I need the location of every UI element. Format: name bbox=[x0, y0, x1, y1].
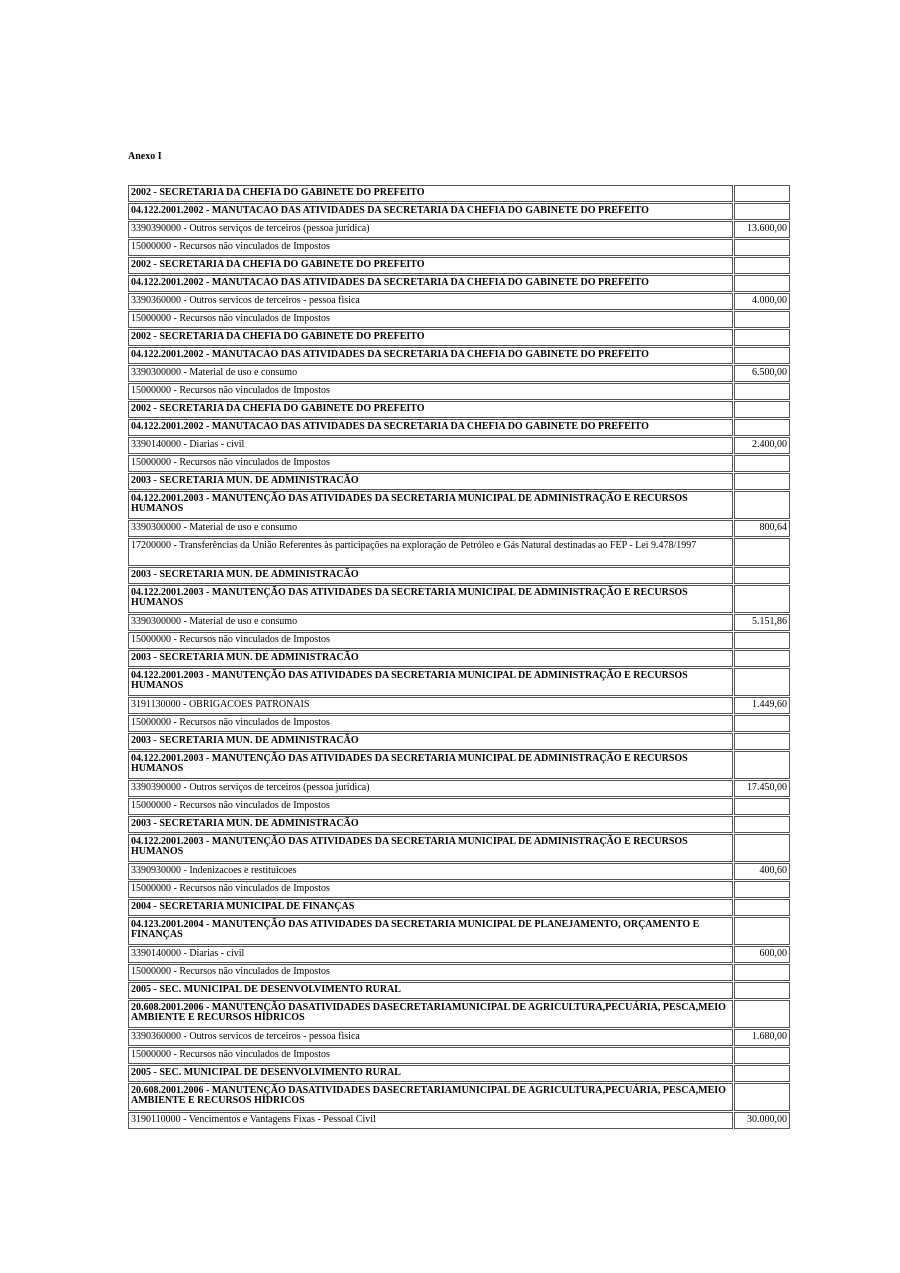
table-row bbox=[128, 751, 790, 779]
row-amount bbox=[734, 1083, 790, 1111]
table-row bbox=[128, 257, 790, 274]
row-description: 2005 - SEC. MUNICIPAL DE DESENVOLVIMENTO RURAL bbox=[128, 982, 733, 999]
row-amount bbox=[734, 964, 790, 981]
row-description: 04.122.2001.2003 - MANUTENÇÃO DAS ATIVIDADES DA SECRETARIA MUNICIPAL DE ADMINISTRAÇÃO E RECURSOS HUMANOS bbox=[128, 834, 733, 862]
row-amount: 800,64 bbox=[734, 520, 790, 537]
table-row bbox=[128, 538, 790, 566]
budget-table bbox=[127, 184, 791, 1130]
row-amount: 17.450,00 bbox=[734, 780, 790, 797]
table-row bbox=[128, 1065, 790, 1082]
row-description: 3191130000 - OBRIGACOES PATRONAIS bbox=[128, 697, 733, 714]
row-description: 04.123.2001.2004 - MANUTENÇÃO DAS ATIVIDADES DA SECRETARIA MUNICIPAL DE PLANEJAMENTO, ORÇAMENTO E FINANÇAS bbox=[128, 917, 733, 945]
row-amount bbox=[734, 1000, 790, 1028]
row-description: 3390390000 - Outros serviços de terceiros (pessoa jurídica) bbox=[128, 221, 733, 238]
row-amount: 30.000,00 bbox=[734, 1112, 790, 1129]
table-row bbox=[128, 203, 790, 220]
row-description: 20.608.2001.2006 - MANUTENÇÃO DASATIVIDADES DASECRETARIAMUNICIPAL DE AGRICULTURA,PECUÁRIA, PESCA,MEIO AMBIENTE E RECURSOS HÍDRICOS bbox=[128, 1083, 733, 1111]
row-amount bbox=[734, 899, 790, 916]
table-row bbox=[128, 293, 790, 310]
table-row bbox=[128, 347, 790, 364]
row-description: 3390360000 - Outros servicos de terceiros - pessoa fisica bbox=[128, 293, 733, 310]
row-amount bbox=[734, 1065, 790, 1082]
row-amount bbox=[734, 203, 790, 220]
budget-table-body bbox=[128, 185, 790, 1129]
row-amount: 1.680,00 bbox=[734, 1029, 790, 1046]
row-description: 3190110000 - Vencimentos e Vantagens Fixas - Pessoal Civil bbox=[128, 1112, 733, 1129]
row-amount bbox=[734, 401, 790, 418]
row-description: 2002 - SECRETARIA DA CHEFIA DO GABINETE DO PREFEITO bbox=[128, 185, 733, 202]
table-row bbox=[128, 1029, 790, 1046]
row-description: 04.122.2001.2002 - MANUTACAO DAS ATIVIDADES DA SECRETARIA DA CHEFIA DO GABINETE DO PREFEITO bbox=[128, 275, 733, 292]
table-row bbox=[128, 650, 790, 667]
table-row bbox=[128, 1083, 790, 1111]
table-row bbox=[128, 946, 790, 963]
table-row bbox=[128, 239, 790, 256]
row-amount bbox=[734, 650, 790, 667]
row-description: 17200000 - Transferências da União Referentes às participações na exploração de Petróleo e Gás Natural destinadas ao FEP - Lei 9.478/1997 bbox=[128, 538, 733, 566]
row-amount bbox=[734, 798, 790, 815]
row-amount bbox=[734, 491, 790, 519]
row-amount bbox=[734, 275, 790, 292]
row-amount bbox=[734, 917, 790, 945]
row-amount bbox=[734, 347, 790, 364]
row-amount bbox=[734, 473, 790, 490]
table-row bbox=[128, 221, 790, 238]
row-description: 04.122.2001.2002 - MANUTACAO DAS ATIVIDADES DA SECRETARIA DA CHEFIA DO GABINETE DO PREFEITO bbox=[128, 347, 733, 364]
row-description: 15000000 - Recursos não vinculados de Impostos bbox=[128, 632, 733, 649]
row-description: 2002 - SECRETARIA DA CHEFIA DO GABINETE DO PREFEITO bbox=[128, 401, 733, 418]
table-row bbox=[128, 982, 790, 999]
row-description: 15000000 - Recursos não vinculados de Impostos bbox=[128, 964, 733, 981]
table-row bbox=[128, 473, 790, 490]
table-row bbox=[128, 863, 790, 880]
table-row bbox=[128, 1000, 790, 1028]
table-row bbox=[128, 697, 790, 714]
row-amount bbox=[734, 1047, 790, 1064]
row-description: 2003 - SECRETARIA MUN. DE ADMINISTRACÃO bbox=[128, 733, 733, 750]
row-amount bbox=[734, 311, 790, 328]
row-amount bbox=[734, 383, 790, 400]
row-description: 2005 - SEC. MUNICIPAL DE DESENVOLVIMENTO RURAL bbox=[128, 1065, 733, 1082]
row-amount: 600,00 bbox=[734, 946, 790, 963]
row-description: 2003 - SECRETARIA MUN. DE ADMINISTRACÃO bbox=[128, 567, 733, 584]
row-amount bbox=[734, 455, 790, 472]
row-description: 15000000 - Recursos não vinculados de Impostos bbox=[128, 455, 733, 472]
table-row bbox=[128, 1112, 790, 1129]
table-row bbox=[128, 419, 790, 436]
row-amount bbox=[734, 881, 790, 898]
row-amount bbox=[734, 982, 790, 999]
table-row bbox=[128, 715, 790, 732]
row-amount: 1.449,60 bbox=[734, 697, 790, 714]
table-row bbox=[128, 329, 790, 346]
table-row bbox=[128, 520, 790, 537]
row-amount: 13.600,00 bbox=[734, 221, 790, 238]
row-description: 3390140000 - Diarias - civil bbox=[128, 946, 733, 963]
row-amount: 4.000,00 bbox=[734, 293, 790, 310]
row-description: 2004 - SECRETARIA MUNICIPAL DE FINANÇAS bbox=[128, 899, 733, 916]
row-description: 2003 - SECRETARIA MUN. DE ADMINISTRACÃO bbox=[128, 473, 733, 490]
table-row bbox=[128, 401, 790, 418]
table-row bbox=[128, 614, 790, 631]
table-row bbox=[128, 437, 790, 454]
row-description: 2002 - SECRETARIA DA CHEFIA DO GABINETE DO PREFEITO bbox=[128, 257, 733, 274]
row-description: 3390300000 - Material de uso e consumo bbox=[128, 614, 733, 631]
row-description: 04.122.2001.2003 - MANUTENÇÃO DAS ATIVIDADES DA SECRETARIA MUNICIPAL DE ADMINISTRAÇÃO E RECURSOS HUMANOS bbox=[128, 491, 733, 519]
row-amount bbox=[734, 538, 790, 566]
row-amount bbox=[734, 733, 790, 750]
row-description: 15000000 - Recursos não vinculados de Impostos bbox=[128, 715, 733, 732]
row-description: 20.608.2001.2006 - MANUTENÇÃO DASATIVIDADES DASECRETARIAMUNICIPAL DE AGRICULTURA,PECUÁRIA, PESCA,MEIO AMBIENTE E RECURSOS HÍDRICOS bbox=[128, 1000, 733, 1028]
table-row bbox=[128, 834, 790, 862]
table-row bbox=[128, 881, 790, 898]
table-row bbox=[128, 733, 790, 750]
row-description: 04.122.2001.2003 - MANUTENÇÃO DAS ATIVIDADES DA SECRETARIA MUNICIPAL DE ADMINISTRAÇÃO E RECURSOS HUMANOS bbox=[128, 751, 733, 779]
table-row bbox=[128, 365, 790, 382]
table-row bbox=[128, 632, 790, 649]
row-description: 2003 - SECRETARIA MUN. DE ADMINISTRACÃO bbox=[128, 816, 733, 833]
row-amount bbox=[734, 419, 790, 436]
table-row bbox=[128, 964, 790, 981]
row-description: 15000000 - Recursos não vinculados de Impostos bbox=[128, 881, 733, 898]
table-row bbox=[128, 455, 790, 472]
table-row bbox=[128, 491, 790, 519]
table-row bbox=[128, 780, 790, 797]
table-row bbox=[128, 585, 790, 613]
row-amount bbox=[734, 632, 790, 649]
row-amount bbox=[734, 329, 790, 346]
table-row bbox=[128, 1047, 790, 1064]
table-row bbox=[128, 185, 790, 202]
table-row bbox=[128, 567, 790, 584]
row-amount bbox=[734, 585, 790, 613]
row-description: 15000000 - Recursos não vinculados de Impostos bbox=[128, 798, 733, 815]
row-amount bbox=[734, 834, 790, 862]
row-description: 3390300000 - Material de uso e consumo bbox=[128, 365, 733, 382]
row-amount bbox=[734, 751, 790, 779]
table-row bbox=[128, 917, 790, 945]
row-amount bbox=[734, 668, 790, 696]
row-description: 15000000 - Recursos não vinculados de Impostos bbox=[128, 383, 733, 400]
row-amount bbox=[734, 816, 790, 833]
row-description: 3390140000 - Diarias - civil bbox=[128, 437, 733, 454]
row-amount bbox=[734, 715, 790, 732]
row-description: 04.122.2001.2002 - MANUTACAO DAS ATIVIDADES DA SECRETARIA DA CHEFIA DO GABINETE DO PREFEITO bbox=[128, 419, 733, 436]
row-amount: 2.400,00 bbox=[734, 437, 790, 454]
table-row bbox=[128, 275, 790, 292]
row-description: 15000000 - Recursos não vinculados de Impostos bbox=[128, 239, 733, 256]
row-description: 2003 - SECRETARIA MUN. DE ADMINISTRACÃO bbox=[128, 650, 733, 667]
table-row bbox=[128, 899, 790, 916]
row-amount: 400,60 bbox=[734, 863, 790, 880]
row-description: 04.122.2001.2003 - MANUTENÇÃO DAS ATIVIDADES DA SECRETARIA MUNICIPAL DE ADMINISTRAÇÃO E RECURSOS HUMANOS bbox=[128, 585, 733, 613]
row-description: 15000000 - Recursos não vinculados de Impostos bbox=[128, 1047, 733, 1064]
row-description: 3390930000 - Indenizacoes e restituicoes bbox=[128, 863, 733, 880]
page-title: Anexo I bbox=[128, 151, 162, 162]
row-description: 04.122.2001.2003 - MANUTENÇÃO DAS ATIVIDADES DA SECRETARIA MUNICIPAL DE ADMINISTRAÇÃO E RECURSOS HUMANOS bbox=[128, 668, 733, 696]
row-description: 15000000 - Recursos não vinculados de Impostos bbox=[128, 311, 733, 328]
row-description: 04.122.2001.2002 - MANUTACAO DAS ATIVIDADES DA SECRETARIA DA CHEFIA DO GABINETE DO PREFEITO bbox=[128, 203, 733, 220]
row-description: 3390360000 - Outros servicos de terceiros - pessoa fisica bbox=[128, 1029, 733, 1046]
row-description: 3390300000 - Material de uso e consumo bbox=[128, 520, 733, 537]
row-amount: 6.500,00 bbox=[734, 365, 790, 382]
table-row bbox=[128, 311, 790, 328]
row-amount: 5.151,86 bbox=[734, 614, 790, 631]
row-amount bbox=[734, 257, 790, 274]
table-row bbox=[128, 816, 790, 833]
table-row bbox=[128, 383, 790, 400]
row-amount bbox=[734, 239, 790, 256]
row-amount bbox=[734, 185, 790, 202]
table-row bbox=[128, 668, 790, 696]
row-description: 2002 - SECRETARIA DA CHEFIA DO GABINETE DO PREFEITO bbox=[128, 329, 733, 346]
row-description: 3390390000 - Outros serviços de terceiros (pessoa jurídica) bbox=[128, 780, 733, 797]
row-amount bbox=[734, 567, 790, 584]
table-row bbox=[128, 798, 790, 815]
